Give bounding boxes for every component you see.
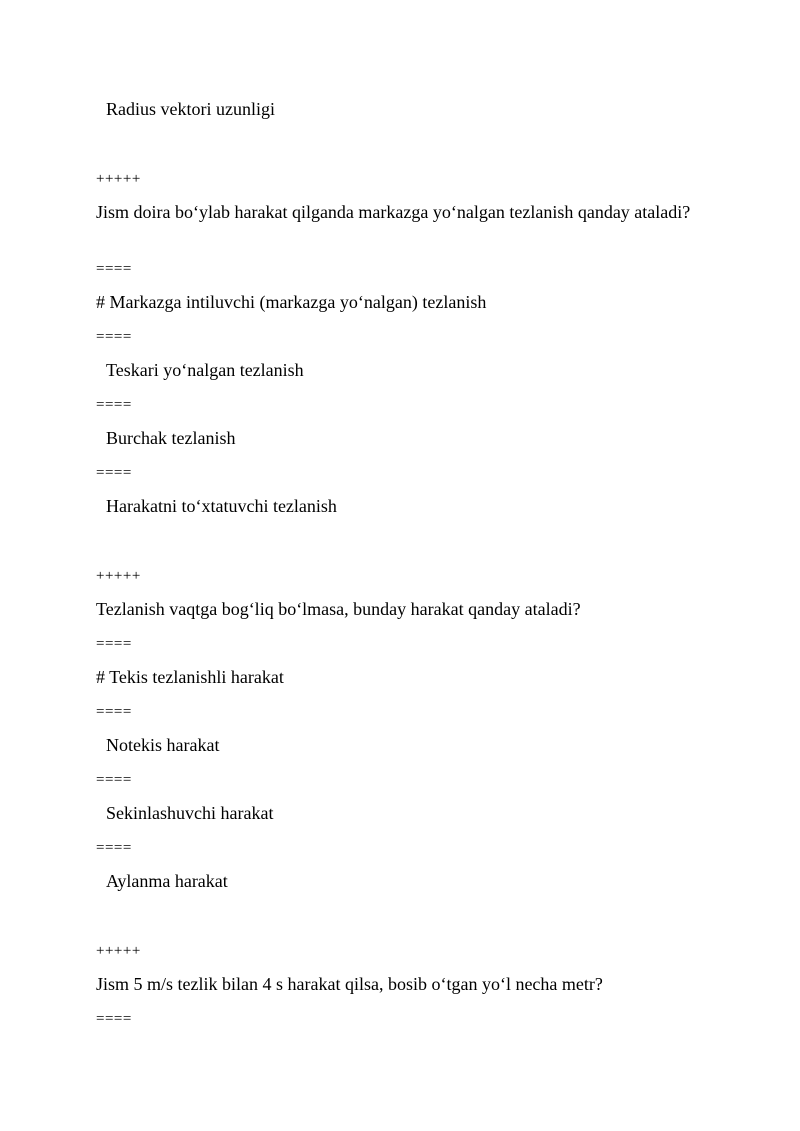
answer-option: Aylanma harakat bbox=[106, 871, 228, 891]
answer-option: Harakatni to‘xtatuvchi tezlanish bbox=[106, 496, 337, 516]
question-text: Tezlanish vaqtga bog‘liq bo‘lmasa, bunday harakat qanday ataladi? bbox=[96, 599, 581, 619]
answer-option: Burchak tezlanish bbox=[106, 428, 236, 448]
question-separator: +++++ bbox=[96, 171, 141, 187]
answer-option: Notekis harakat bbox=[106, 735, 220, 755]
option-separator: ==== bbox=[96, 329, 132, 345]
option-separator: ==== bbox=[96, 465, 132, 481]
option-separator: ==== bbox=[96, 704, 132, 720]
correct-answer-option: # Markazga intiluvchi (markazga yo‘nalgan) tezlanish bbox=[96, 292, 487, 312]
answer-option: Sekinlashuvchi harakat bbox=[106, 803, 274, 823]
option-separator: ==== bbox=[96, 261, 132, 277]
answer-option: Teskari yo‘nalgan tezlanish bbox=[106, 360, 304, 380]
option-separator: ==== bbox=[96, 840, 132, 856]
option-separator: ==== bbox=[96, 772, 132, 788]
question-separator: +++++ bbox=[96, 568, 141, 584]
question-text: Jism 5 m/s tezlik bilan 4 s harakat qilsa, bosib o‘tgan yo‘l necha metr? bbox=[96, 974, 603, 994]
question-text: Jism doira bo‘ylab harakat qilganda markazga yo‘nalgan tezlanish qanday ataladi? bbox=[96, 202, 691, 222]
question-separator: +++++ bbox=[96, 943, 141, 959]
option-separator: ==== bbox=[96, 1011, 132, 1027]
correct-answer-option: # Tekis tezlanishli harakat bbox=[96, 667, 284, 687]
option-separator: ==== bbox=[96, 397, 132, 413]
answer-option: Radius vektori uzunligi bbox=[106, 99, 275, 119]
option-separator: ==== bbox=[96, 636, 132, 652]
